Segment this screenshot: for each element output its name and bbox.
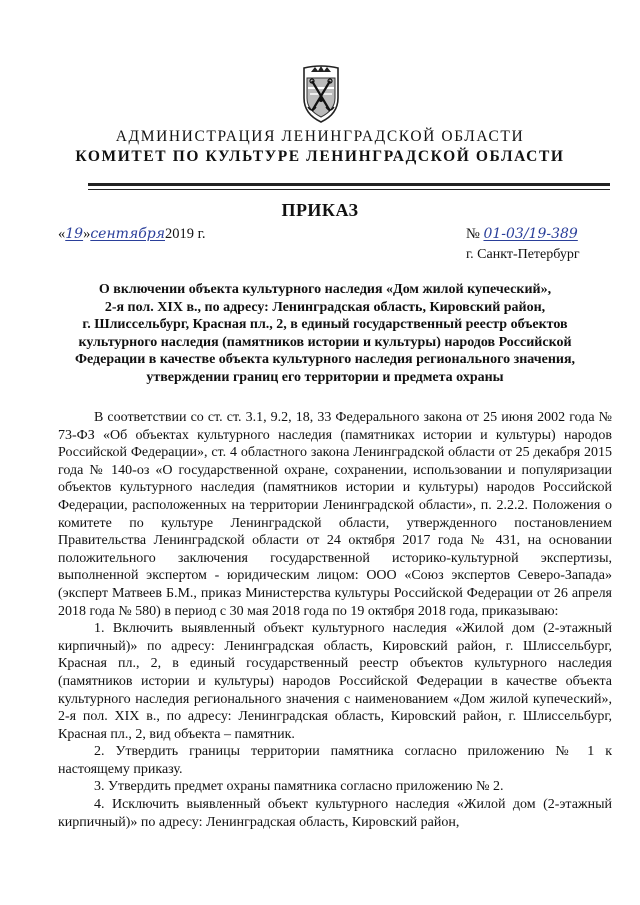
- order-item: 2. Утвердить границы территории памятника согласно приложению № 1 к настоящему приказу.: [58, 744, 612, 777]
- date-year: 2019 г.: [165, 226, 206, 242]
- order-item: 3. Утвердить предмет охраны памятника согласно приложению № 2.: [94, 779, 504, 795]
- document-city: г. Санкт-Петербург: [466, 247, 580, 262]
- number-value: 01-03/19-389: [483, 226, 578, 242]
- header-divider-thick: [88, 183, 610, 186]
- order-item: 1. Включить выявленный объект культурного наследия «Жилой дом (2-этажный кирпичный)» по адресу: Ленинградская область, Кировский район, г. Шлиссельбург, Красная пл., 2, в единый государственный реестр объектов культурного наследия (памятников истории и культуры) народов Российской Федерации в качестве объекта культурного наследия регионального значения с наименованием «Дом жилой купеческий», 2-я пол. XIX в., по адресу: Ленинградская область, Кировский район, г. Шлиссельбург, Красная пл., 2, вид объекта – памятник.: [58, 621, 612, 742]
- document-subject: [70, 281, 580, 387]
- subject-line: утверждении границ его территории и предмета охраны: [146, 369, 504, 385]
- date-day: 19: [65, 226, 84, 242]
- preamble-paragraph: В соответствии со ст. ст. 3.1, 9.2, 18, 33 Федерального закона от 25 июня 2002 года № 73-ФЗ «Об объектах культурного наследия (памятниках истории и культуры) народов Российской Федерации», ст. 4 областного закона Ленинградской области от 25 декабря 2015 года № 140-оз «О государственной охране, сохранении, использовании и популяризации объектов культурного наследия (памятников истории и культуры) народов Российской Федерации, расположенных на территории Ленинградской области», п. 2.2.2. Положения о комитете по культуре Ленинградской области, утвержденного постановлением Правительства Ленинградской области от 24 октября 2017 года № 431, на основании положительного заключения государственной историко-культурной экспертизы, выполненной экспертом - юридическим лицом: ООО «Союз экспертов Северо-Запада» (эксперт Матвеев Б.М., приказ Министерства культуры Российской Федерации от 26 апреля 2018 года № 580) в период с 30 мая 2018 года по 19 октября 2018 года, приказываю:: [58, 410, 612, 619]
- subject-line: 2-я пол. XIX в., по адресу: Ленинградская область, Кировский район,: [104, 299, 546, 315]
- subject-line: культурного наследия (памятников истории и культуры) народов Российской: [78, 334, 572, 350]
- document-date: «19»сентября2019 г.: [58, 226, 206, 242]
- number-prefix: №: [466, 226, 480, 242]
- document-title: ПРИКАЗ: [281, 200, 359, 220]
- subject-line: О включении объекта культурного наследия «Дом жилой купеческий»,: [98, 282, 552, 297]
- document-body: [58, 409, 612, 831]
- organization-name: АДМИНИСТРАЦИЯ ЛЕНИНГРАДСКОЙ ОБЛАСТИ: [115, 128, 525, 145]
- header-divider-thin: [88, 189, 610, 190]
- coat-of-arms-icon: [298, 64, 344, 124]
- document-number: [466, 226, 578, 243]
- order-item: 4. Исключить выявленный объект культурного наследия «Жилой дом (2-этажный кирпичный)» по адресу: Ленинградская область, Кировский район,: [58, 797, 612, 830]
- subject-line: Федерации в качестве объекта культурного наследия регионального значения,: [74, 352, 576, 368]
- date-month: сентября: [90, 226, 165, 242]
- committee-name: КОМИТЕТ ПО КУЛЬТУРЕ ЛЕНИНГРАДСКОЙ ОБЛАСТИ: [75, 148, 565, 165]
- subject-line: г. Шлиссельбург, Красная пл., 2, в единый государственный реестр объектов: [82, 317, 568, 333]
